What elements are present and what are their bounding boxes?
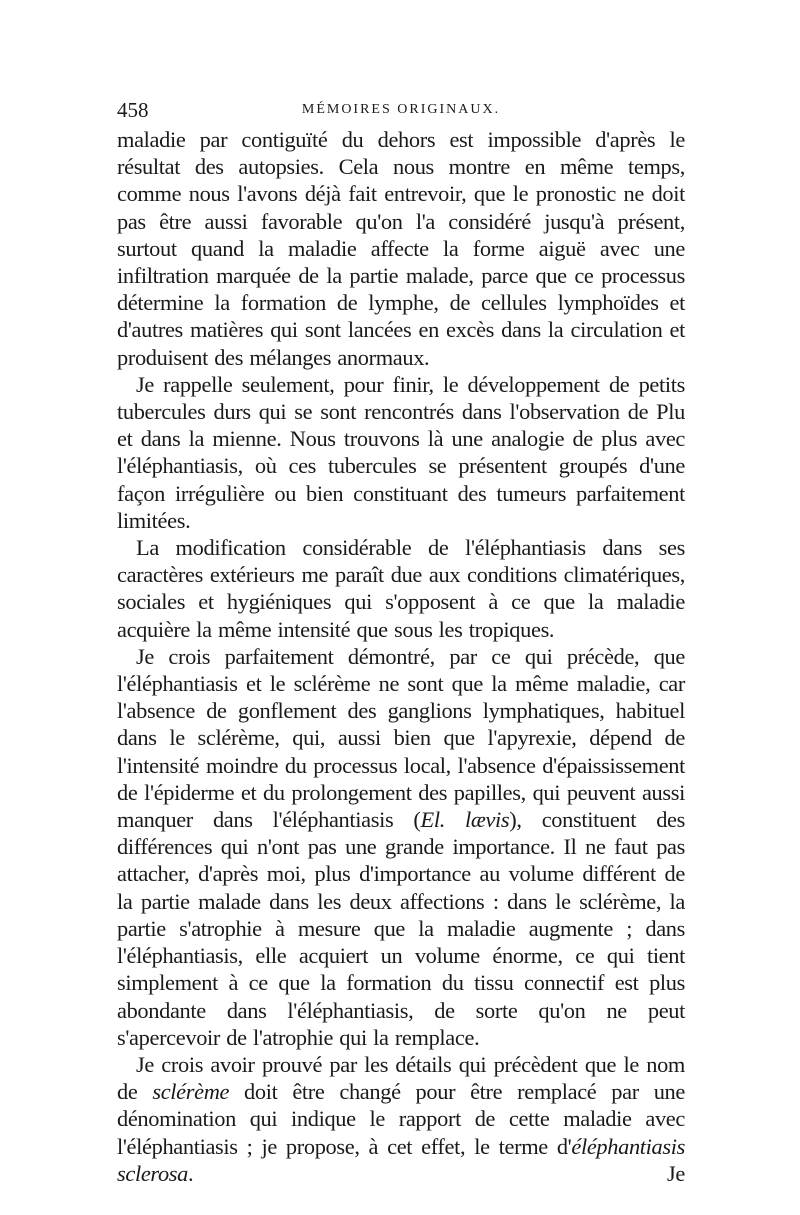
paragraph-3: La modification considérable de l'éléphantiasis dans ses caractères extérieurs me paraît due aux conditions climatériques, sociales et hygiéniques qui s'opposent à ce que la maladie acquière la même intensité que sous les tropiques. <box>117 535 685 642</box>
latin-term: El. lævis <box>420 807 510 833</box>
paragraph-2: Je rappelle seulement, pour finir, le développement de petits tubercules durs qui se sont rencontrés dans l'observation de Plu et dans la mienne. Nous trouvons là une analogie de plus avec l'éléphantiasis, où ces tubercules se présentent groupés d'une façon irrégulière ou bien constituant des tumeurs parfaitement limitées. <box>117 371 685 533</box>
term-scleremme: sclérème <box>152 1079 230 1105</box>
paragraph-1: maladie par contiguïté du dehors est impossible d'après le résultat des autopsies. Cela nous montre en même temps, comme nous l'avons déjà fait entrevoir, que le pronostic ne doit pas être aussi favorable qu'on l'a considéré jusqu'à présent, surtout quand la maladie affecte la forme aiguë avec une infiltration marquée de la partie malade, parce que ce processus détermine la formation de lymphe, de cellules lymphoïdes et d'autres matières qui sont lancées en excès dans la circulation et produisent des mélanges anormaux. <box>117 127 685 370</box>
paragraph-4: Je crois parfaitement démontré, par ce qui précède, que l'éléphantiasis et le sclérème ne sont que la même maladie, car l'absence de gonflement des ganglions lymphatiques, habituel dans le sclérème, qui, aussi bien que l'apyrexie, dépend de l'intensité moindre du processus local, l'absence d'épaississement de l'épiderme et du prolongement des papilles, qui peuvent aussi manquer dans l'éléphantiasis (El. lævis), constituent des différences qui n'ont pas une grande importance. Il ne faut pas attacher, d'après moi, plus d'importance au volume différent de la partie malade dans les deux affections : dans le sclérème, la partie s'atrophie à mesure que la maladie augmente ; dans l'éléphantiasis, elle acquiert un volume énorme, ce qui tient simplement à ce que la formation du tissu connectif est plus abondante dans l'éléphantiasis, de sorte qu'on ne peut s'apercevoir de l'atrophie qui la remplace. <box>117 643 685 1050</box>
running-title: MÉMOIRES ORIGINAUX. <box>301 102 501 117</box>
body-text <box>117 126 685 1187</box>
paragraph-5: Je crois avoir prouvé par les détails qui précèdent que le nom de sclérème doit être changé pour être remplacé par une dénomination qui indique le rapport de cette maladie avec l'éléphantiasis ; je propose, à cet effet, le terme d'éléphantiasis sclerosa. Je <box>117 1051 685 1186</box>
page-number: 458 <box>117 98 149 122</box>
term-elephantiasis-sclerosa: éléphantiasis sclerosa <box>117 1133 685 1186</box>
running-head <box>117 98 685 122</box>
